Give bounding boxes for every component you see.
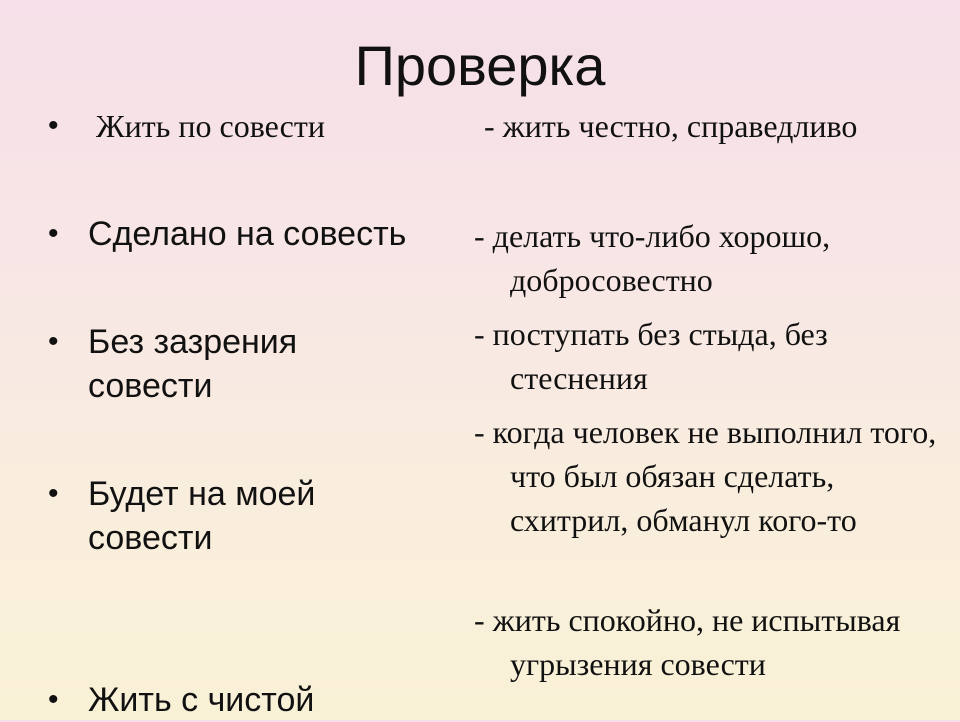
bullet: •: [48, 325, 59, 358]
phrase-term: Сделано на совесть: [88, 215, 407, 253]
phrase-term: Жить с чистой: [88, 681, 315, 719]
bullet: •: [48, 217, 59, 250]
slide-title: Проверка: [354, 34, 606, 97]
phrase-definition: - когда человек не выполнил того, что был обязан сделать, схитрил, обманул кого-то: [474, 414, 937, 538]
phrase-definition: - жить честно, справедливо: [484, 108, 858, 144]
phrase-term-line2: совести: [88, 367, 213, 405]
bullet: •: [48, 477, 59, 510]
phrase-term: Жить по совести: [96, 108, 325, 144]
phrase-definition: - поступать без стыда, без стеснения: [474, 316, 828, 396]
phrase-definition: - жить спокойно, не испытывая угрызения совести: [474, 602, 901, 682]
phrase-term-line1: Без зазрения: [88, 323, 298, 361]
bullet: •: [48, 109, 59, 142]
phrase-term-line2: совести: [88, 519, 213, 557]
bullet: •: [48, 683, 59, 716]
phrase-definition: - делать что-либо хорошо, добросовестно: [474, 218, 831, 298]
phrase-term-line1: Будет на моей: [88, 475, 316, 513]
